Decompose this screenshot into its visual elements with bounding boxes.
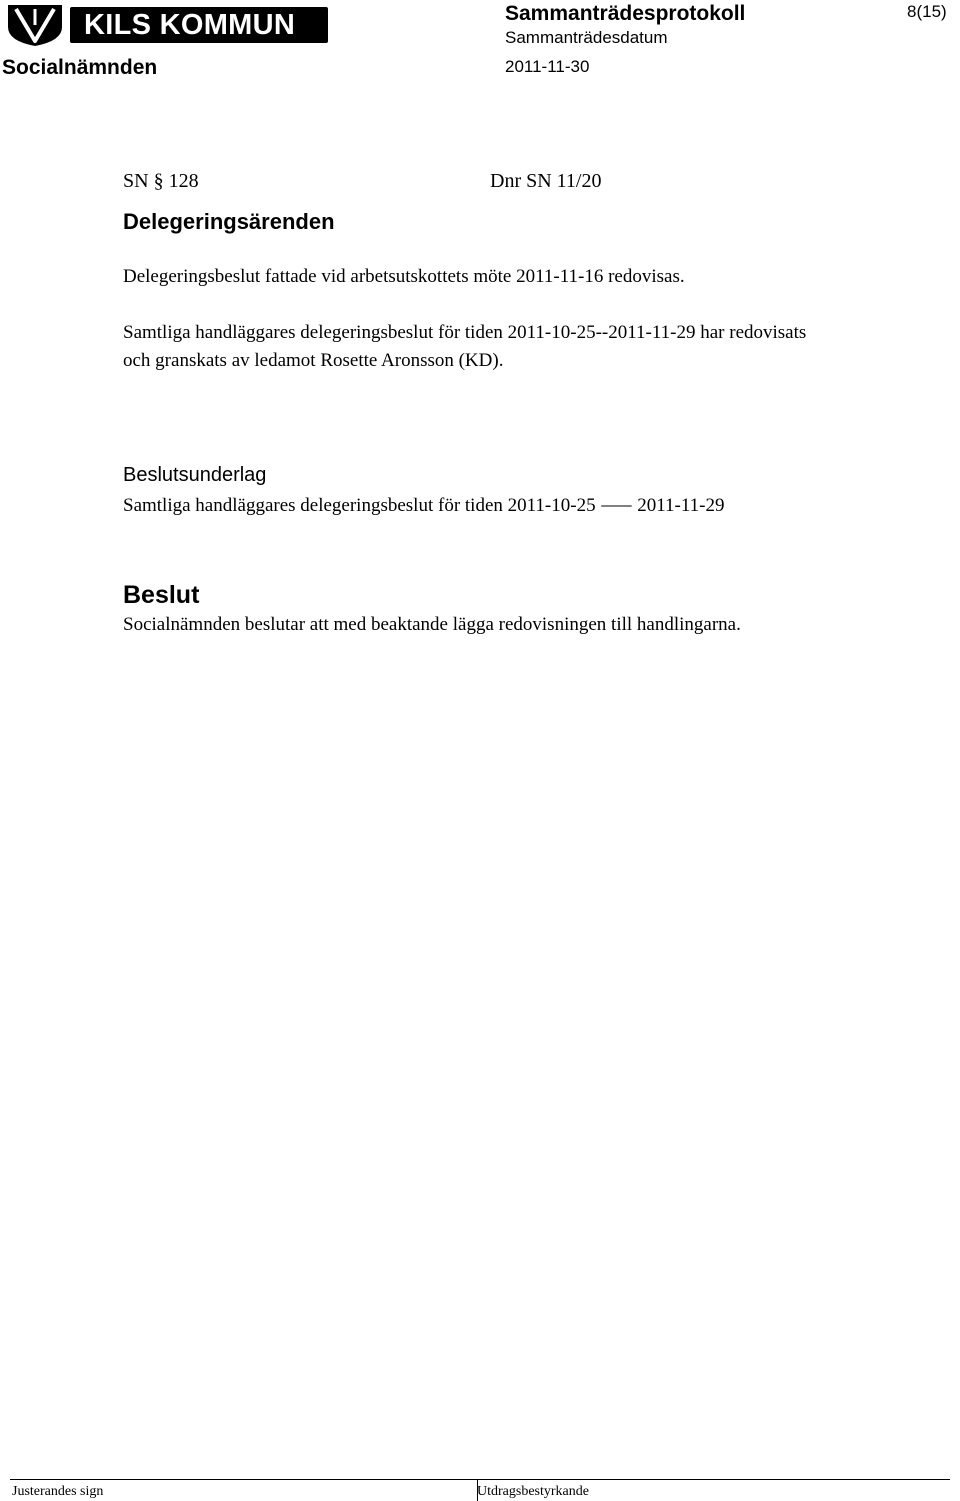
footer-extract-label: Utdragsbestyrkande xyxy=(477,1484,589,1499)
decision-text: Socialnämnden beslutar att med beaktande lägga redovisningen till handlingarna. xyxy=(123,614,741,635)
intro-text: Delegeringsbeslut fattade vid arbetsutskottets möte 2011-11-16 redovisas. xyxy=(123,266,685,287)
review-line: och granskats av ledamot Rosette Aronsson (KD). xyxy=(123,350,504,371)
review-paragraph xyxy=(123,319,960,375)
basis-text: Samtliga handläggares delegeringsbeslut för tiden 2011-10-25 ⸺ 2011-11-29 xyxy=(123,495,725,516)
coat-of-arms-icon xyxy=(4,3,66,47)
diary-number: Dnr SN 11/20 xyxy=(490,170,602,192)
section-heading: Delegeringsärenden xyxy=(123,209,335,234)
kils-kommun-logo xyxy=(4,3,330,47)
footer-rule xyxy=(10,1479,950,1480)
basis-heading: Beslutsunderlag xyxy=(123,464,267,486)
decision-heading: Beslut xyxy=(123,581,200,609)
review-line: Samtliga handläggares delegeringsbeslut för tiden 2011-10-25--2011-11-29 har redovisats xyxy=(123,322,807,343)
footer-sign-label: Justerandes sign xyxy=(12,1484,104,1499)
organization-name: KILS KOMMUN xyxy=(84,9,296,41)
document-type: Sammanträdesprotokoll xyxy=(505,2,746,25)
paragraph-reference: SN § 128 xyxy=(123,170,199,192)
page-number: 8(15) xyxy=(907,2,947,21)
meeting-date: 2011-11-30 xyxy=(505,57,590,76)
department-name: Socialnämnden xyxy=(2,56,158,79)
meeting-date-label: Sammanträdesdatum xyxy=(505,28,668,47)
